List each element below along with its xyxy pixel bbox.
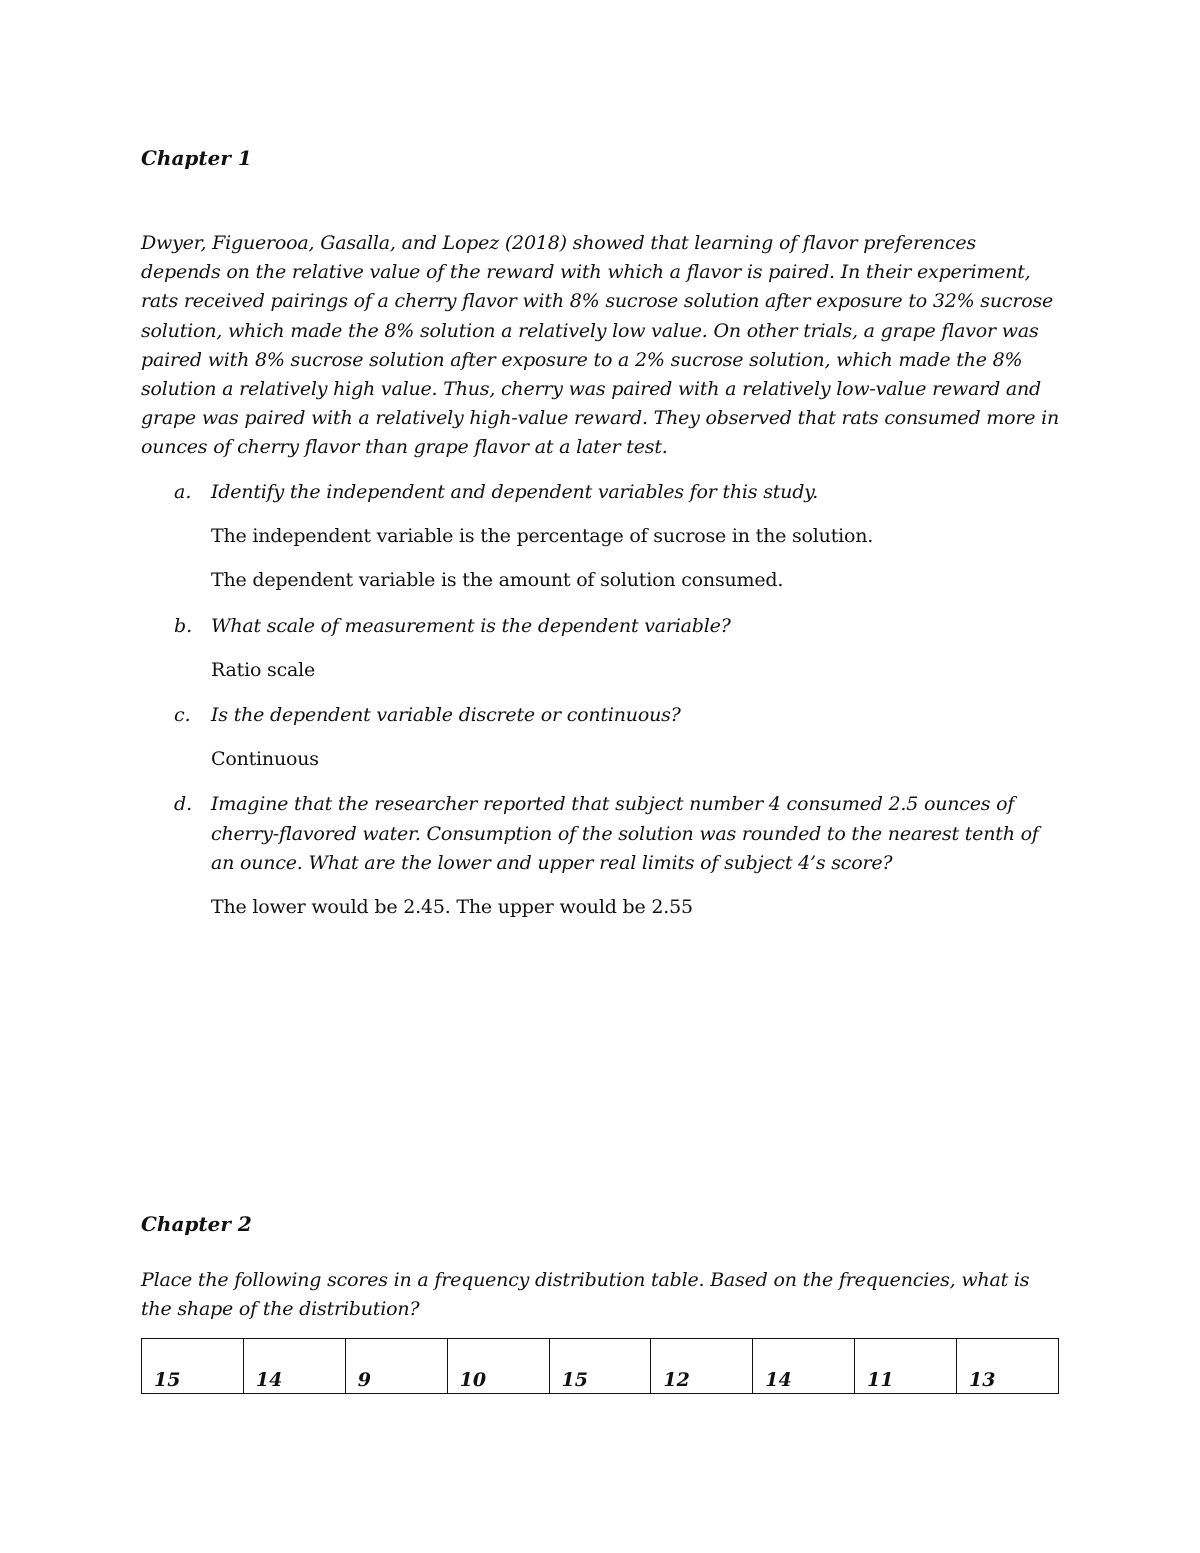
question-text: cherry-flavored water. Consumption of the solution was rounded to the nearest tenth of [211,822,1039,845]
question-text: Imagine that the researcher reported that subject number 4 consumed 2.5 ounces of [211,793,1015,816]
answer-text: Continuous [211,748,319,771]
score-cell: 12 [651,1339,753,1394]
question-letter: b. [174,614,193,637]
question-c [141,701,1061,790]
intro-line: solution, which made the 8% solution a relatively low value. On other trials, a grape flavor was [141,319,1039,342]
answer-text: The lower would be 2.45. The upper would be 2.55 [211,896,693,919]
intro-line: grape was paired with a relatively high-value reward. They observed that rats consumed more in [141,407,1060,430]
intro-line: depends on the relative value of the reward with which a flavor is paired. In their experiment, [141,261,1031,284]
intro-line: paired with 8% sucrose solution after exposure to a 2% sucrose solution, which made the 8% [141,348,1023,371]
intro-line: rats received pairings of a cherry flavor with 8% sucrose solution after exposure to 32% sucrose [141,290,1054,313]
question-text: Identify the independent and dependent variables for this study. [211,481,819,503]
question-b [141,612,1061,701]
score-cell: 14 [753,1339,855,1394]
score-cell: 10 [447,1339,549,1394]
chapter-1-intro [141,229,1061,463]
question-text: an ounce. What are the lower and upper real limits of subject 4’s score? [211,851,893,874]
table-row [142,1339,1059,1394]
score-cell: 9 [345,1339,447,1394]
intro-line: the shape of the distribution? [141,1298,420,1321]
intro-line: ounces of cherry flavor than grape flavor at a later test. [141,436,668,459]
intro-line: Place the following scores in a frequency distribution table. Based on the frequencies, what is [141,1269,1030,1291]
score-cell: 11 [855,1339,957,1394]
question-text: What scale of measurement is the dependent variable? [211,614,731,637]
score-cell: 15 [549,1339,651,1394]
question-text: Is the dependent variable discrete or continuous? [211,704,681,727]
answer-text: The dependent variable is the amount of solution consumed. [211,569,784,592]
question-list [141,478,1061,922]
question-letter: c. [174,704,191,727]
answer-text: The independent variable is the percentage of sucrose in the solution. [211,525,874,548]
scores-table [141,1338,1059,1394]
answer-text: Ratio scale [211,658,316,681]
score-cell: 15 [142,1339,244,1394]
question-letter: a. [174,481,192,503]
chapter-2-heading: Chapter 2 [141,1212,252,1236]
intro-line: solution a relatively high value. Thus, cherry was paired with a relatively low-value reward and [141,378,1042,401]
chapter-1-heading: Chapter 1 [141,146,252,170]
question-a [141,478,1061,612]
intro-line: Dwyer, Figuerooa, Gasalla, and Lopez (2018) showed that learning of flavor preferences [141,232,976,254]
chapter-2-intro [141,1266,1061,1324]
score-cell: 13 [957,1339,1059,1394]
question-d [141,790,1061,922]
score-cell: 14 [243,1339,345,1394]
question-letter: d. [174,793,193,816]
